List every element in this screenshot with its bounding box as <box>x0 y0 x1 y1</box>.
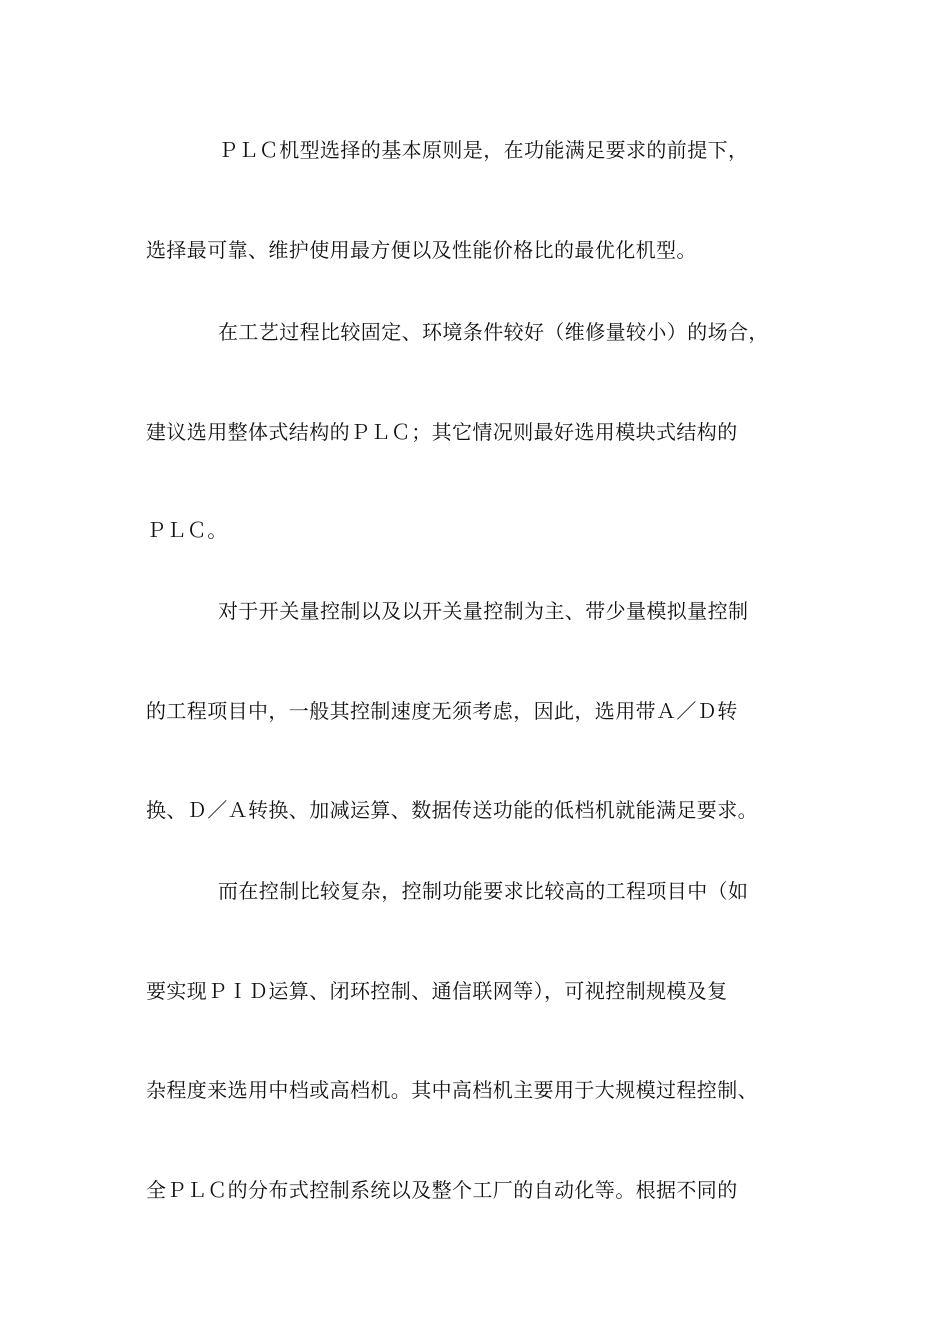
paragraph-2-line-3: ＰＬＣ。 <box>146 518 228 542</box>
paragraph-4-line-2: 要实现ＰＩＤ运算、闭环控制、通信联网等），可视控制规模及复 <box>146 979 728 1003</box>
paragraph-2-line-1: 在工艺过程比较固定、环境条件较好（维修量较小）的场合， <box>218 320 769 344</box>
paragraph-3-line-1: 对于开关量控制以及以开关量控制为主、带少量模拟量控制 <box>218 599 749 623</box>
paragraph-2-line-2: 建议选用整体式结构的ＰＬＣ；其它情况则最好选用模块式结构的 <box>146 420 738 444</box>
paragraph-4-line-4: 全ＰＬＣ的分布式控制系统以及整个工厂的自动化等。根据不同的 <box>146 1178 738 1202</box>
paragraph-4-line-3: 杂程度来选用中档或高档机。其中高档机主要用于大规模过程控制、 <box>146 1078 758 1102</box>
paragraph-3-line-2: 的工程项目中，一般其控制速度无须考虑，因此，选用带Ａ／Ｄ转 <box>146 699 738 723</box>
paragraph-1-line-1: ＰＬＣ机型选择的基本原则是，在功能满足要求的前提下， <box>218 138 749 162</box>
paragraph-4-line-1: 而在控制比较复杂，控制功能要求比较高的工程项目中（如 <box>218 879 749 903</box>
paragraph-3-line-3: 换、Ｄ／Ａ转换、加减运算、数据传送功能的低档机就能满足要求。 <box>146 798 758 822</box>
paragraph-1-line-2: 选择最可靠、维护使用最方便以及性能价格比的最优化机型。 <box>146 238 697 262</box>
